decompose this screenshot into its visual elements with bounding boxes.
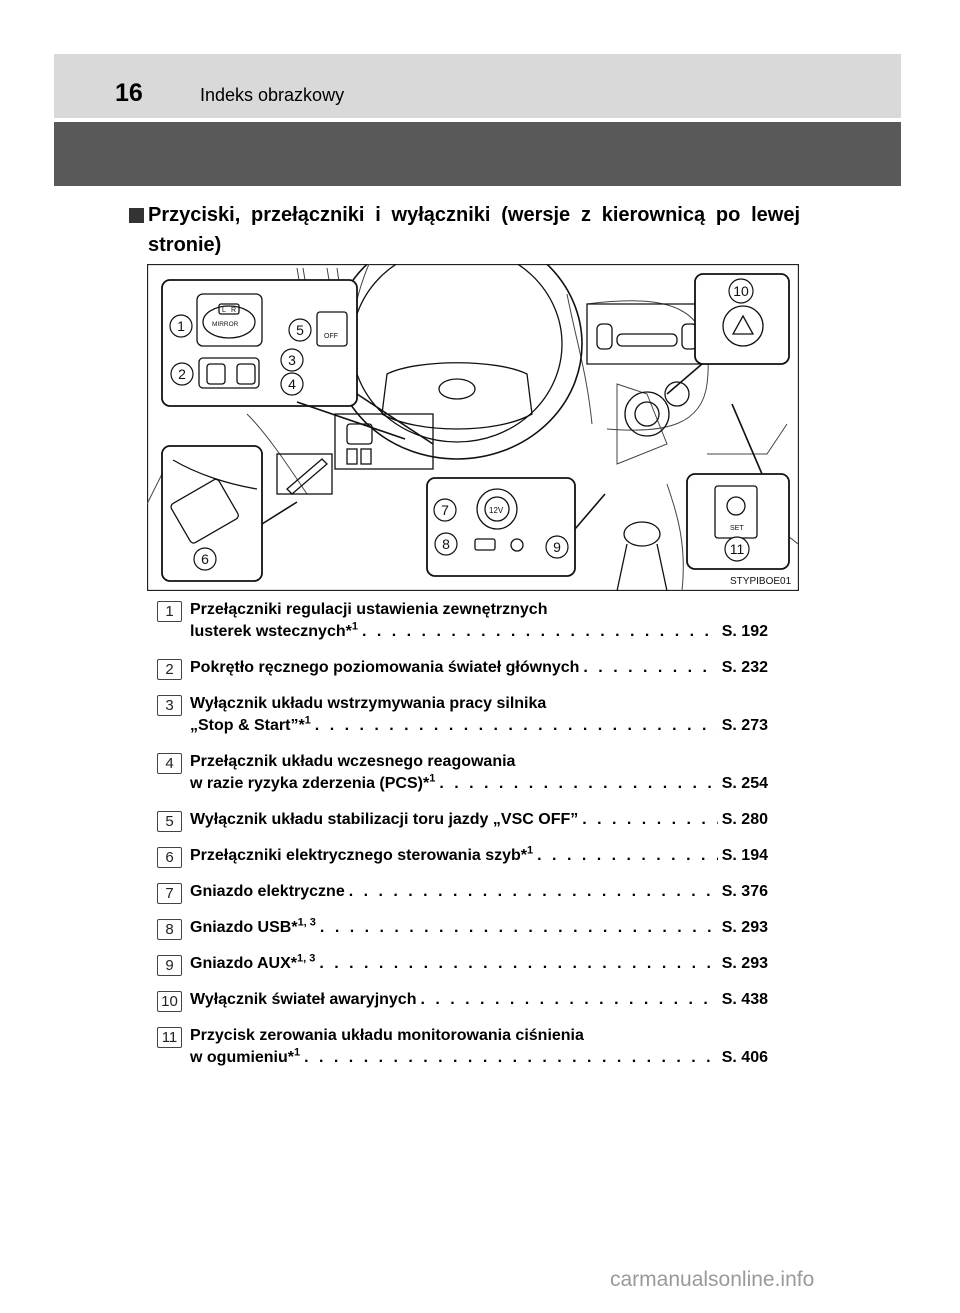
item-footnote: 1	[304, 714, 311, 727]
item-number: 6	[157, 847, 182, 868]
list-item	[157, 809, 769, 831]
list-item	[157, 917, 769, 939]
dashboard-illustration	[147, 264, 799, 591]
item-text: Przełączniki regulacji ustawienia zewnętrznych	[190, 601, 548, 618]
item-text: w razie ryzyka zderzenia (PCS)*	[190, 775, 430, 792]
item-number: 4	[157, 753, 182, 774]
callout-8: 8	[442, 536, 450, 552]
section-heading: Przyciski, przełączniki i wyłączniki (wersje z kierownicą po lewej stronie)	[148, 204, 800, 256]
header-bar	[54, 54, 901, 118]
callout-5: 5	[296, 322, 304, 338]
page-reference: S. 232	[721, 659, 768, 676]
callout-7: 7	[441, 502, 449, 518]
item-number: 9	[157, 955, 182, 976]
item-text: Gniazdo USB*	[190, 919, 298, 936]
page-reference: S. 376	[721, 883, 768, 900]
callout-1: 1	[177, 318, 185, 334]
list-item	[157, 989, 769, 1011]
item-text: Przełączniki elektrycznego sterowania szyb*	[190, 847, 528, 864]
list-item	[157, 845, 769, 867]
mirror-r-label: R	[231, 307, 237, 314]
item-text: lusterek wstecznych*	[190, 623, 352, 640]
item-number: 8	[157, 919, 182, 940]
page-reference: S. 406	[721, 1049, 768, 1066]
item-text: Wyłącznik układu stabilizacji toru jazdy „VSC OFF”	[190, 811, 579, 828]
page-reference: S. 438	[721, 991, 768, 1008]
item-footnote: 1	[294, 1046, 301, 1059]
callout-3: 3	[288, 352, 296, 368]
item-number: 7	[157, 883, 182, 904]
item-text: Wyłącznik świateł awaryjnych	[190, 991, 417, 1008]
page-reference: S. 192	[721, 623, 768, 640]
list-item	[157, 599, 769, 643]
item-text: Przycisk zerowania układu monitorowania ciśnienia	[190, 1027, 584, 1044]
item-number: 5	[157, 811, 182, 832]
list-item	[157, 657, 769, 679]
item-text: Wyłącznik układu wstrzymywania pracy silnika	[190, 695, 547, 712]
page-reference: S. 293	[721, 919, 768, 936]
item-number: 1	[157, 601, 182, 622]
item-text: „Stop & Start”*	[190, 717, 305, 734]
mirror-l-label: L	[222, 307, 226, 314]
header-dark-band	[54, 122, 901, 186]
item-number: 11	[157, 1027, 182, 1048]
item-footnote: 1	[527, 844, 534, 857]
item-list	[157, 599, 769, 1083]
item-footnote: 1, 3	[297, 916, 316, 929]
callout-2: 2	[178, 366, 186, 382]
item-footnote: 1, 3	[296, 952, 316, 965]
mirror-label: MIRROR	[212, 321, 239, 328]
callout-11: 11	[729, 541, 745, 557]
list-item	[157, 693, 769, 737]
twelve-v-label: 12V	[489, 506, 504, 515]
page-reference: S. 273	[721, 717, 768, 734]
list-item	[157, 881, 769, 903]
list-item	[157, 751, 769, 795]
page-number: 16	[115, 79, 143, 107]
item-number: 2	[157, 659, 182, 680]
page-title: Indeks obrazkowy	[200, 85, 345, 105]
item-footnote: 1	[429, 772, 436, 785]
item-text: Pokrętło ręcznego poziomowania świateł głównych	[190, 659, 580, 676]
section-bullet-icon	[129, 208, 144, 223]
item-number: 3	[157, 695, 182, 716]
watermark: carmanualsonline.info	[610, 1268, 815, 1291]
callout-4: 4	[288, 376, 296, 392]
page-reference: S. 254	[721, 775, 768, 792]
item-text: Gniazdo elektryczne	[190, 883, 345, 900]
callout-10: 10	[733, 283, 749, 299]
vsc-off-label: OFF	[324, 333, 338, 340]
item-text: w ogumieniu*	[190, 1049, 294, 1066]
item-text: Gniazdo AUX*	[190, 955, 297, 972]
item-number: 10	[157, 991, 182, 1012]
callout-9: 9	[553, 539, 561, 555]
item-text: Przełącznik układu wczesnego reagowania	[190, 753, 516, 770]
figure-code: STYPIBOE01	[730, 576, 792, 587]
page-reference: S. 293	[721, 955, 768, 972]
list-item	[157, 1025, 769, 1069]
set-label: SET	[730, 525, 744, 532]
callout-6: 6	[201, 551, 209, 567]
page-reference: S. 194	[721, 847, 768, 864]
list-item	[157, 953, 769, 975]
page-reference: S. 280	[721, 811, 768, 828]
item-footnote: 1	[351, 620, 358, 633]
